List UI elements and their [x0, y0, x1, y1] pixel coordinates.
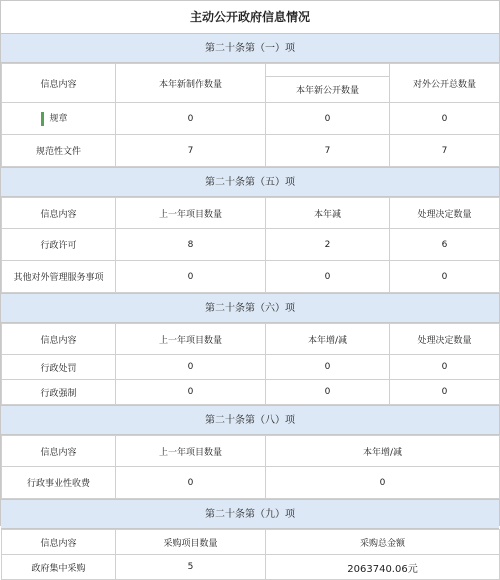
table-row	[2, 380, 500, 405]
header-cell: 信息内容	[2, 436, 116, 467]
row-label-text: 规章	[49, 114, 68, 125]
cell-value: 0	[266, 261, 390, 293]
cell-value: 7	[390, 135, 500, 167]
header-cell: 本年新制作数量	[116, 64, 266, 103]
section-heading-8: 第二十条第（八）项	[1, 405, 499, 435]
cell-value: 0	[390, 355, 500, 380]
table-header-row	[2, 64, 500, 103]
table-header-row	[2, 324, 500, 355]
header-cell: 上一年项目数量	[116, 198, 266, 229]
row-label: 行政处罚	[2, 355, 116, 380]
table-row	[2, 355, 500, 380]
section-heading-5: 第二十条第（五）项	[1, 167, 499, 197]
header-cell: 本年增/减	[266, 324, 390, 355]
cell-value: 6	[390, 229, 500, 261]
table-header-row	[2, 530, 500, 555]
row-label: 政府集中采购	[2, 555, 116, 580]
table-row	[2, 229, 500, 261]
header-cell: 对外公开总数量	[390, 64, 500, 103]
section-table-9	[1, 529, 500, 580]
header-cell: 处理决定数量	[390, 324, 500, 355]
cell-value: 0	[266, 103, 390, 135]
cell-value: 0	[116, 467, 266, 499]
header-cell: 信息内容	[2, 198, 116, 229]
cell-value: 0	[116, 355, 266, 380]
section-heading-9: 第二十条第（九）项	[1, 499, 499, 529]
page-title: 主动公开政府信息情况	[189, 10, 310, 24]
section-table-8	[1, 435, 500, 499]
header-cell: 采购总金额	[266, 530, 500, 555]
section-table-5	[1, 197, 500, 293]
header-cell: 上一年项目数量	[116, 324, 266, 355]
cell-value: 2063740.06元	[266, 555, 500, 580]
header-cell: 信息内容	[2, 530, 116, 555]
cell-value: 0	[116, 380, 266, 405]
table-header-row	[2, 436, 500, 467]
table-row	[2, 555, 500, 580]
section-heading-6: 第二十条第（六）项	[1, 293, 499, 323]
header-cell: 信息内容	[2, 64, 116, 103]
section-table-6	[1, 323, 500, 405]
cell-value: 0	[266, 380, 390, 405]
header-cell	[266, 64, 390, 103]
cell-value: 0	[266, 355, 390, 380]
table-row	[2, 261, 500, 293]
row-label: 其他对外管理服务事项	[2, 261, 116, 293]
cell-value: 7	[266, 135, 390, 167]
cell-value: 0	[390, 261, 500, 293]
row-label: 行政许可	[2, 229, 116, 261]
cell-value: 0	[390, 380, 500, 405]
header-cell: 信息内容	[2, 324, 116, 355]
header-cell: 处理决定数量	[390, 198, 500, 229]
cell-value: 0	[116, 261, 266, 293]
row-label: 规范性文件	[2, 135, 116, 167]
table-header-row	[2, 198, 500, 229]
cell-value: 0	[390, 103, 500, 135]
header-cell-text: 本年新公开数量	[266, 76, 389, 102]
section-table-1	[1, 63, 500, 167]
row-marker	[41, 112, 44, 126]
cell-value: 0	[266, 467, 500, 499]
row-label: 行政强制	[2, 380, 116, 405]
header-cell: 本年减	[266, 198, 390, 229]
table-row	[2, 103, 500, 135]
cell-value: 0	[116, 103, 266, 135]
cell-value: 5	[116, 555, 266, 580]
table-row	[2, 135, 500, 167]
section-heading-1: 第二十条第（一）项	[1, 33, 499, 63]
cell-value: 7	[116, 135, 266, 167]
row-label: 行政事业性收费	[2, 467, 116, 499]
cell-value: 8	[116, 229, 266, 261]
header-cell: 本年增/减	[266, 436, 500, 467]
header-cell: 上一年项目数量	[116, 436, 266, 467]
table-row	[2, 467, 500, 499]
row-label	[2, 103, 116, 135]
header-cell: 采购项目数量	[116, 530, 266, 555]
cell-value: 2	[266, 229, 390, 261]
